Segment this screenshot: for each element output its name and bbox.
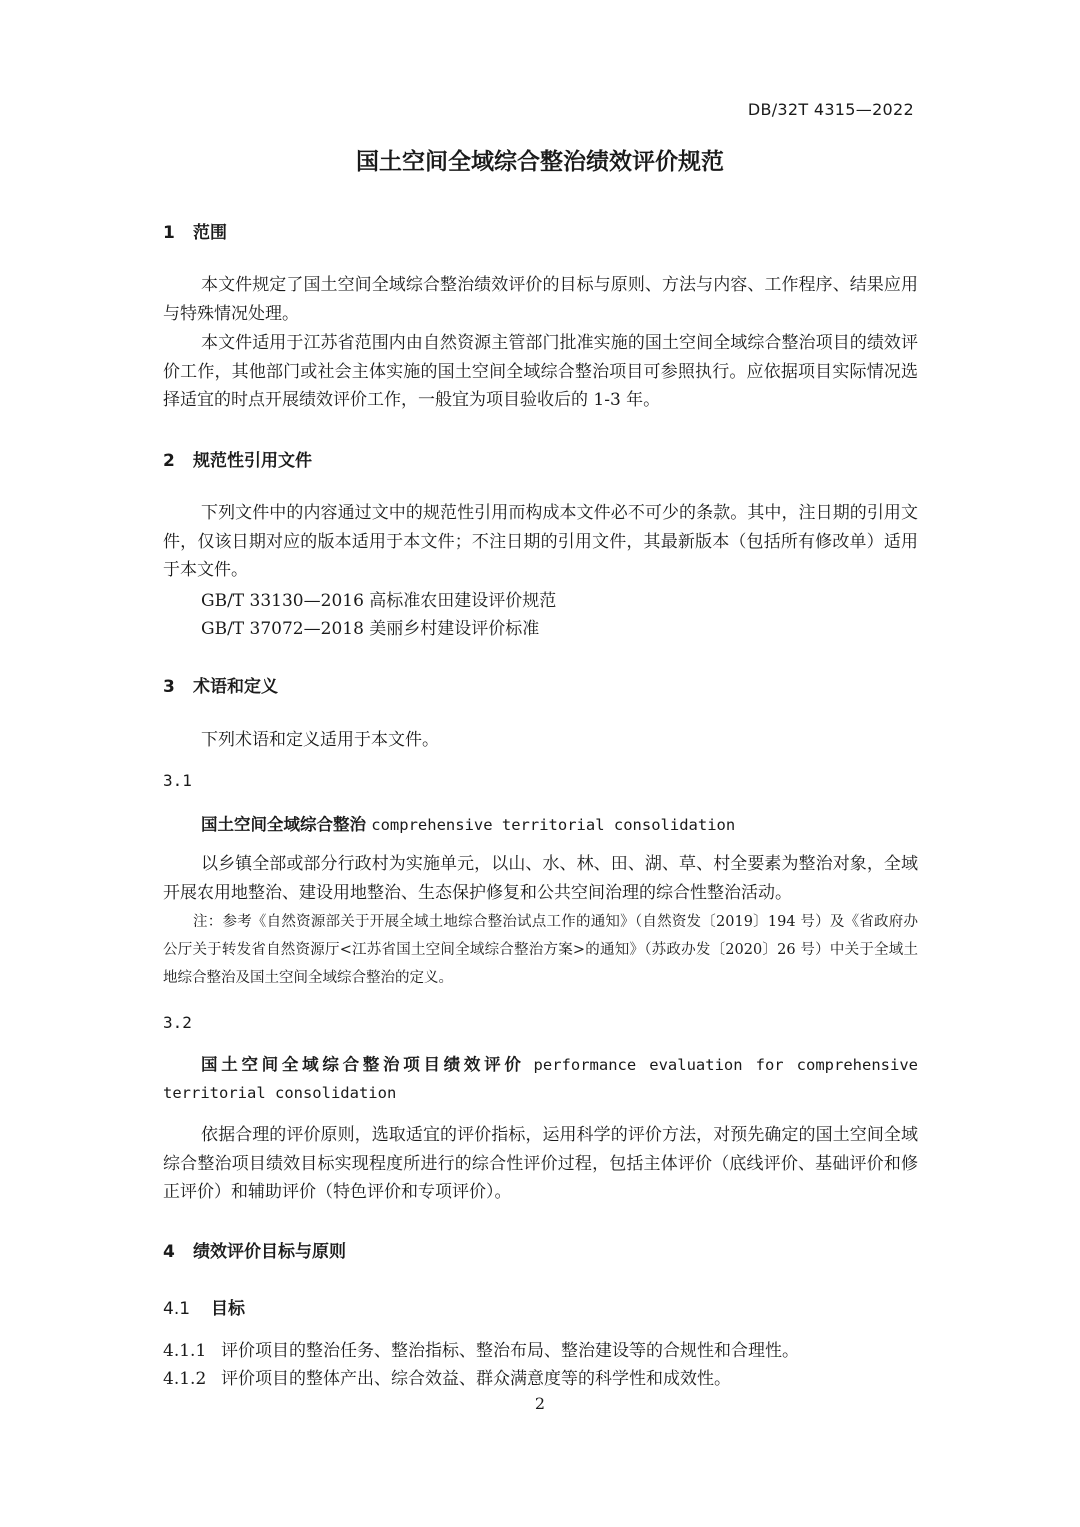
reference-item: GB/T 37072—2018 美丽乡村建设评价标准 bbox=[201, 619, 540, 639]
section-title: 范围 bbox=[193, 223, 227, 243]
term-number: 3.1 bbox=[163, 771, 192, 790]
term-definition: 依据合理的评价原则，选取适宜的评价指标，运用科学的评价方法，对预先确定的国土空间全域综合整治项目绩效目标实现程度所进行的综合性评价过程，包括主体评价（底线评价、基础评价和修正评价）和辅助评价（特色评价和专项评价）。 bbox=[163, 1125, 918, 1202]
section-3-heading bbox=[163, 672, 278, 697]
section-2-paragraph-1: 下列文件中的内容通过文中的规范性引用而构成本文件必不可少的条款。其中，注日期的引用文件，仅该日期对应的版本适用于本文件；不注日期的引用文件，其最新版本（包括所有修改单）适用于本文件。 bbox=[163, 503, 918, 580]
term-english: comprehensive territorial consolidation bbox=[371, 816, 736, 834]
term-english: performance evaluation for comprehensive territorial consolidation bbox=[163, 1056, 918, 1102]
term-number: 3.2 bbox=[163, 1013, 192, 1032]
page-number: 2 bbox=[534, 1394, 546, 1413]
reference-item: GB/T 33130—2016 高标准农田建设评价规范 bbox=[201, 591, 557, 611]
subsection-title: 目标 bbox=[211, 1299, 245, 1319]
term-definition: 以乡镇全部或部分行政村为实施单元，以山、水、林、田、湖、草、村全要素为整治对象，全域开展农用地整治、建设用地整治、生态保护修复和公共空间治理的综合性整治活动。 bbox=[163, 854, 918, 903]
clause-item bbox=[163, 1364, 731, 1389]
section-4-heading bbox=[163, 1237, 346, 1262]
section-title: 绩效评价目标与原则 bbox=[193, 1242, 346, 1262]
section-title: 术语和定义 bbox=[193, 677, 278, 697]
section-1-paragraph-2: 本文件适用于江苏省范围内由自然资源主管部门批准实施的国土空间全域综合整治项目的绩效评价工作，其他部门或社会主体实施的国土空间全域综合整治项目可参照执行。应依据项目实际情况选择适宜的时点开展绩效评价工作，一般宜为项目验收后的 1-3 年。 bbox=[163, 333, 918, 410]
section-1-paragraph-1: 本文件规定了国土空间全域综合整治绩效评价的目标与原则、方法与内容、工作程序、结果应用与特殊情况处理。 bbox=[163, 275, 918, 324]
subsection-number: 4.1 bbox=[163, 1299, 191, 1319]
subsection-4-1-heading bbox=[163, 1294, 245, 1319]
section-number: 1 bbox=[163, 223, 175, 243]
clause-text: 评价项目的整治任务、整治指标、整治布局、整治建设等的合规性和合理性。 bbox=[221, 1341, 799, 1361]
document-title: 国土空间全域综合整治绩效评价规范 bbox=[356, 149, 724, 175]
clause-text: 评价项目的整体产出、综合效益、群众满意度等的科学性和成效性。 bbox=[221, 1369, 731, 1389]
term-title bbox=[163, 1051, 918, 1107]
section-3-paragraph-1: 下列术语和定义适用于本文件。 bbox=[201, 730, 439, 750]
section-number: 4 bbox=[163, 1242, 175, 1262]
term-title bbox=[163, 811, 918, 839]
section-number: 2 bbox=[163, 451, 175, 471]
clause-number: 4.1.2 bbox=[163, 1369, 207, 1389]
section-2-heading bbox=[163, 446, 312, 471]
term-note: 注：参考《自然资源部关于开展全域土地综合整治试点工作的通知》（自然资发〔2019〕194 号）及《省政府办公厅关于转发省自然资源厅<江苏省国土空间全域综合整治方案>的通知》（苏政办发〔2020〕26 号）中关于全域土地综合整治及国土空间全域综合整治的定义。 bbox=[163, 914, 918, 986]
term-chinese: 国土空间全域综合整治 bbox=[201, 815, 366, 834]
standard-code: DB/32T 4315—2022 bbox=[747, 100, 914, 119]
section-number: 3 bbox=[163, 677, 175, 697]
section-title: 规范性引用文件 bbox=[193, 451, 312, 471]
clause-item bbox=[163, 1336, 799, 1361]
section-1-heading bbox=[163, 218, 227, 243]
term-chinese: 国土空间全域综合整治项目绩效评价 bbox=[201, 1055, 525, 1074]
clause-number: 4.1.1 bbox=[163, 1341, 207, 1361]
